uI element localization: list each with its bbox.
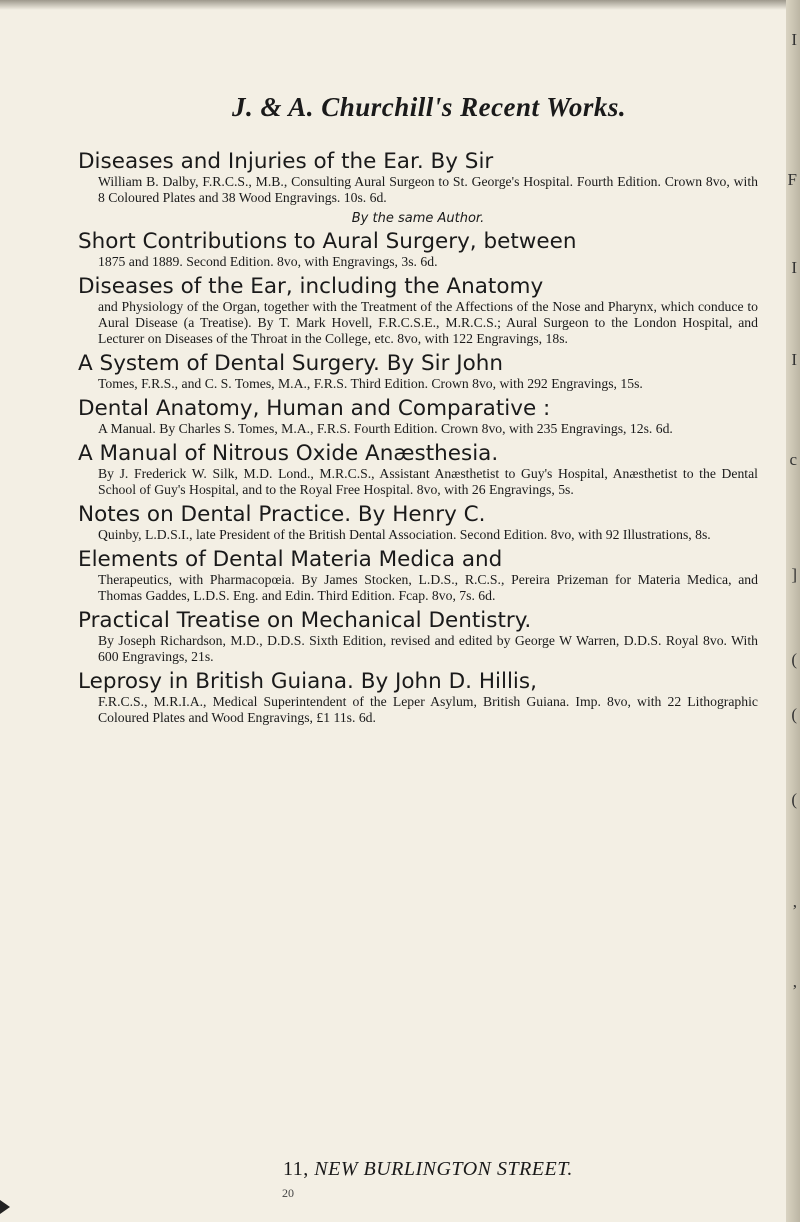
entry-description: Therapeutics, with Pharmacopœia. By James Stocken, L.D.S., R.C.S., Pereira Prizeman for Materia Medica, and Thomas Gaddes, L.D.S. Eng. and Edin. Third Edition. Fcap. 8vo, 7s. 6d.	[98, 572, 758, 603]
entry-title: Diseases and Injuries of the Ear. By Sir	[78, 149, 494, 174]
catalogue-entry	[78, 670, 758, 726]
street-number: 11,	[283, 1158, 309, 1180]
edge-letter: F	[787, 170, 797, 189]
entry-title: Short Contributions to Aural Surgery, between	[78, 229, 577, 254]
catalogue-list	[78, 150, 758, 731]
catalogue-entry	[78, 397, 758, 437]
entry-title: Dental Anatomy, Human and Comparative :	[78, 396, 551, 421]
catalogue-entry	[78, 548, 758, 604]
binding-arrow-icon	[0, 1200, 10, 1214]
entry-title: Elements of Dental Materia Medica and	[78, 547, 503, 572]
entry-description: Tomes, F.R.S., and C. S. Tomes, M.A., F.R.S. Third Edition. Crown 8vo, with 292 Engravings, 15s.	[98, 376, 643, 391]
edge-letter: (	[791, 790, 797, 809]
edge-letter: I	[791, 30, 797, 49]
catalogue-entry	[78, 503, 758, 543]
catalogue-entry	[78, 442, 758, 498]
edge-letter: I	[791, 350, 797, 369]
edge-letter: ]	[791, 565, 797, 584]
catalogue-entry	[78, 230, 758, 270]
edge-letter: (	[791, 650, 797, 669]
catalogue-entry	[78, 609, 758, 665]
catalogue-entry	[78, 275, 758, 347]
street-name: NEW BURLINGTON STREET.	[314, 1158, 573, 1180]
entry-description: William B. Dalby, F.R.C.S., M.B., Consulting Aural Surgeon to St. George's Hospital. Fourth Edition. Crown 8vo, with 8 Coloured Plates and 38 Wood Engravings. 10s. 6d.	[98, 174, 758, 205]
entry-description: and Physiology of the Organ, together with the Treatment of the Affections of the Nose and Pharynx, which conduce to Aural Disease (a Treatise). By T. Mark Hovell, F.R.C.S.E., M.R.C.S.; Aural Surgeon to the London Hospital, and Lecturer on Diseases of the Throat in the College, etc. 8vo, with 122 Engravings, 18s.	[98, 299, 758, 346]
entry-title: A Manual of Nitrous Oxide Anæsthesia.	[78, 441, 499, 466]
entry-description: 1875 and 1889. Second Edition. 8vo, with Engravings, 3s. 6d.	[98, 254, 438, 269]
entry-description: By Joseph Richardson, M.D., D.D.S. Sixth Edition, revised and edited by George W Warren, D.D.S. Royal 8vo. With 600 Engravings, 21s.	[98, 633, 758, 664]
entry-description: F.R.C.S., M.R.I.A., Medical Superintendent of the Leper Asylum, British Guiana. Imp. 8vo, with 22 Lithographic Coloured Plates and Wood Engravings, £1 11s. 6d.	[98, 694, 758, 725]
entry-description: By J. Frederick W. Silk, M.D. Lond., M.R.C.S., Assistant Anæsthetist to Guy's Hospital, Anæsthetist to the Dental School of Guy's Hospital, and to the Royal Free Hospital. 8vo, with 26 Engravings, 5s.	[98, 466, 758, 497]
byline: By the same Author.	[351, 211, 485, 226]
entry-title: Diseases of the Ear, including the Anatomy	[78, 274, 544, 299]
facing-page-letters	[786, 0, 798, 1222]
entry-title: Notes on Dental Practice. By Henry C.	[78, 502, 486, 527]
entry-description: Quinby, L.D.S.I., late President of the British Dental Association. Second Edition. 8vo, with 92 Illustrations, 8s.	[98, 527, 711, 542]
entry-title: A System of Dental Surgery. By Sir John	[78, 351, 504, 376]
publisher-address	[283, 1158, 573, 1181]
edge-letter: (	[791, 705, 797, 724]
edge-letter: ,	[792, 892, 797, 911]
entry-description: A Manual. By Charles S. Tomes, M.A., F.R.S. Fourth Edition. Crown 8vo, with 235 Engravings, 12s. 6d.	[98, 421, 673, 436]
edge-letter: I	[791, 258, 797, 277]
page-top-shadow	[0, 0, 800, 10]
edge-letter: c	[789, 450, 797, 469]
entry-title: Leprosy in British Guiana. By John D. Hillis,	[78, 669, 537, 694]
page-header: J. & A. Churchill's Recent Works.	[232, 92, 627, 122]
edge-letter: ,	[792, 972, 797, 991]
catalogue-entry	[78, 352, 758, 392]
catalogue-entry	[78, 150, 758, 206]
entry-title: Practical Treatise on Mechanical Dentistry.	[78, 608, 532, 633]
page-number: 20	[282, 1186, 294, 1200]
